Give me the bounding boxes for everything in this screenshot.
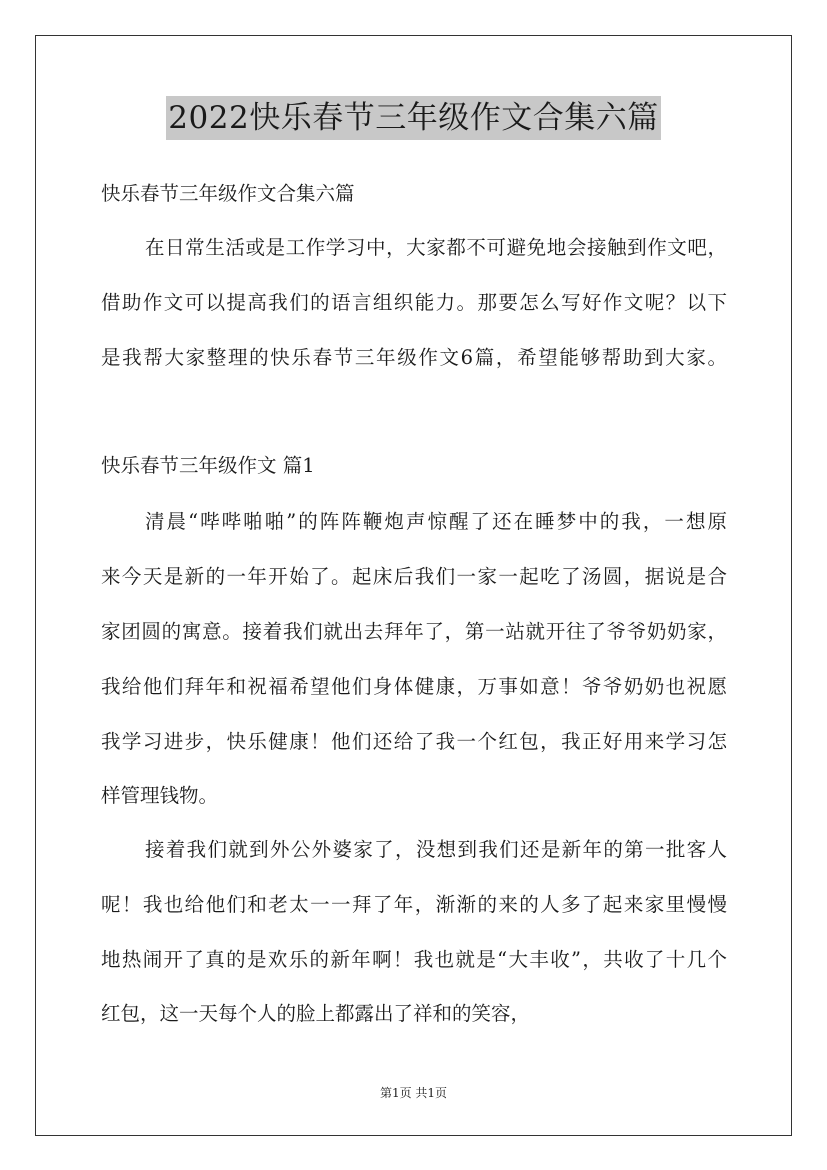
paragraph-line: 呢！我也给他们和老太一一拜了年，渐渐的来的人多了起来家里慢慢 xyxy=(101,893,727,916)
paragraph-line: 接着我们就到外公外婆家了，没想到我们还是新年的第一批客人 xyxy=(145,838,727,861)
paragraph-line: 我给他们拜年和祝福希望他们身体健康，万事如意！爷爷奶奶也祝愿 xyxy=(101,675,727,698)
intro-line: 在日常生活或是工作学习中，大家都不可避免地会接触到作文吧， xyxy=(145,236,727,259)
paragraph-line: 清晨“哔哔啪啪”的阵阵鞭炮声惊醒了还在睡梦中的我，一想原 xyxy=(145,510,727,533)
document-subtitle: 快乐春节三年级作文合集六篇 xyxy=(101,182,355,205)
section-heading: 快乐春节三年级作文 篇1 xyxy=(101,454,315,477)
intro-line: 是我帮大家整理的快乐春节三年级作文6篇，希望能够帮助到大家。 xyxy=(101,346,727,369)
paragraph-line: 红包，这一天每个人的脸上都露出了祥和的笑容， xyxy=(101,1002,531,1025)
paragraph-line: 家团圆的寓意。接着我们就出去拜年了，第一站就开往了爷爷奶奶家， xyxy=(101,620,727,643)
page-footer: 第1页 共1页 xyxy=(379,1086,448,1100)
document-title: 2022快乐春节三年级作文合集六篇 xyxy=(166,96,660,140)
intro-line: 借助作文可以提高我们的语言组织能力。那要怎么写好作文呢？以下 xyxy=(101,291,727,314)
paragraph-line: 样管理钱物。 xyxy=(101,784,219,807)
paragraph-line: 地热闹开了真的是欢乐的新年啊！我也就是“大丰收”，共收了十几个 xyxy=(101,948,727,971)
title-container xyxy=(0,96,827,140)
paragraph-line: 我学习进步，快乐健康！他们还给了我一个红包，我正好用来学习怎 xyxy=(101,730,727,753)
paragraph-line: 来今天是新的一年开始了。起床后我们一家一起吃了汤圆，据说是合 xyxy=(101,565,727,588)
